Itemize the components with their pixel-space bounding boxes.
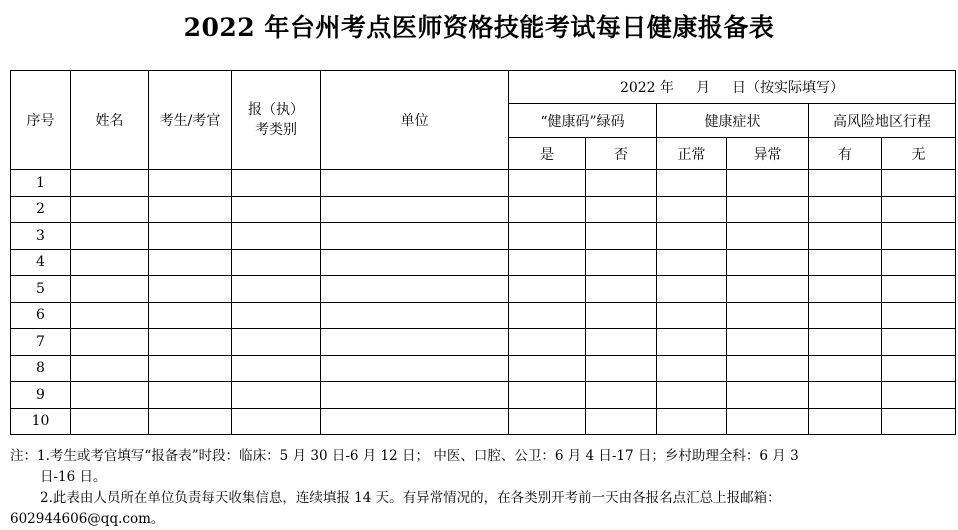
row-seq: 4	[11, 249, 71, 276]
row-seq: 9	[11, 382, 71, 409]
risk-none-cell[interactable]	[882, 249, 956, 276]
unit-cell[interactable]	[321, 249, 509, 276]
row-seq: 5	[11, 276, 71, 303]
table-row	[11, 329, 956, 356]
header-name: 姓名	[71, 71, 149, 170]
table-row	[11, 276, 956, 303]
role-cell[interactable]	[149, 223, 232, 250]
symptom-abnormal-cell[interactable]	[727, 249, 809, 276]
code-no-cell[interactable]	[586, 196, 657, 223]
code-no-cell[interactable]	[586, 329, 657, 356]
row-seq: 10	[11, 408, 71, 435]
risk-none-cell[interactable]	[882, 329, 956, 356]
code-no-cell[interactable]	[586, 302, 657, 329]
header-normal: 正常	[657, 138, 727, 170]
role-cell[interactable]	[149, 249, 232, 276]
header-abnormal: 异常	[727, 138, 809, 170]
name-cell[interactable]	[71, 329, 149, 356]
risk-have-cell[interactable]	[809, 170, 882, 197]
code-no-cell[interactable]	[586, 223, 657, 250]
note-line-1: 注：1.考生或考官填写“报备表”时段：临床：5 月 30 日-6 月 12 日； 中医、口腔、公卫：6 月 4 日-17 日；乡村助理全科：6 月 3	[10, 448, 799, 464]
header-category-line1: 报（执）	[248, 102, 304, 118]
name-cell[interactable]	[71, 196, 149, 223]
role-cell[interactable]	[149, 355, 232, 382]
table-row	[11, 355, 956, 382]
category-cell[interactable]	[232, 170, 321, 197]
code-no-cell[interactable]	[586, 355, 657, 382]
code-yes-cell[interactable]	[509, 276, 586, 303]
row-seq: 7	[11, 329, 71, 356]
role-cell[interactable]	[149, 408, 232, 435]
category-cell[interactable]	[232, 223, 321, 250]
risk-have-cell[interactable]	[809, 196, 882, 223]
data-rows	[11, 170, 956, 435]
risk-none-cell[interactable]	[882, 170, 956, 197]
code-no-cell[interactable]	[586, 276, 657, 303]
table-row	[11, 249, 956, 276]
code-no-cell[interactable]	[586, 382, 657, 409]
risk-have-cell[interactable]	[809, 382, 882, 409]
symptom-normal-cell[interactable]	[657, 223, 727, 250]
note-line-1-cont: 日-16 日。	[40, 469, 107, 485]
symptom-abnormal-cell[interactable]	[727, 223, 809, 250]
note-line-2-cont: 602944606@qq.com。	[10, 511, 165, 527]
symptom-abnormal-cell[interactable]	[727, 276, 809, 303]
header-no: 否	[586, 138, 657, 170]
table-row	[11, 196, 956, 223]
name-cell[interactable]	[71, 382, 149, 409]
role-cell[interactable]	[149, 382, 232, 409]
risk-none-cell[interactable]	[882, 355, 956, 382]
symptom-normal-cell[interactable]	[657, 276, 727, 303]
category-cell[interactable]	[232, 196, 321, 223]
risk-have-cell[interactable]	[809, 223, 882, 250]
risk-none-cell[interactable]	[882, 223, 956, 250]
category-cell[interactable]	[232, 276, 321, 303]
symptom-normal-cell[interactable]	[657, 196, 727, 223]
risk-have-cell[interactable]	[809, 355, 882, 382]
code-yes-cell[interactable]	[509, 249, 586, 276]
note-line-2: 2.此表由人员所在单位负责每天收集信息，连续填报 14 天。有异常情况的，在各类别开考前一天由各报名点汇总上报邮箱：	[40, 490, 781, 506]
date-day-label: 日（按实际填写）	[732, 80, 845, 96]
header-unit: 单位	[321, 71, 509, 170]
category-cell[interactable]	[232, 249, 321, 276]
risk-none-cell[interactable]	[882, 382, 956, 409]
name-cell[interactable]	[71, 170, 149, 197]
header-health-symptom: 健康症状	[657, 104, 809, 138]
category-cell[interactable]	[232, 329, 321, 356]
code-no-cell[interactable]	[586, 170, 657, 197]
code-yes-cell[interactable]	[509, 382, 586, 409]
notes	[10, 446, 950, 530]
header-have: 有	[809, 138, 882, 170]
code-yes-cell[interactable]	[509, 408, 586, 435]
symptom-normal-cell[interactable]	[657, 329, 727, 356]
table-row	[11, 170, 956, 197]
unit-cell[interactable]	[321, 408, 509, 435]
row-seq: 3	[11, 223, 71, 250]
header-category-line2: 考类别	[255, 122, 297, 138]
row-seq: 2	[11, 196, 71, 223]
symptom-abnormal-cell[interactable]	[727, 408, 809, 435]
table-row	[11, 382, 956, 409]
symptom-abnormal-cell[interactable]	[727, 302, 809, 329]
unit-cell[interactable]	[321, 196, 509, 223]
name-cell[interactable]	[71, 355, 149, 382]
header-role: 考生/考官	[149, 71, 232, 170]
header-date	[509, 71, 956, 104]
header-seq: 序号	[11, 71, 71, 170]
code-yes-cell[interactable]	[509, 170, 586, 197]
risk-none-cell[interactable]	[882, 302, 956, 329]
name-cell[interactable]	[71, 408, 149, 435]
symptom-normal-cell[interactable]	[657, 355, 727, 382]
role-cell[interactable]	[149, 302, 232, 329]
risk-have-cell[interactable]	[809, 329, 882, 356]
row-seq: 8	[11, 355, 71, 382]
code-yes-cell[interactable]	[509, 329, 586, 356]
symptom-normal-cell[interactable]	[657, 249, 727, 276]
date-month-label: 月	[696, 80, 711, 96]
unit-cell[interactable]	[321, 276, 509, 303]
unit-cell[interactable]	[321, 302, 509, 329]
header-row-1	[11, 71, 956, 104]
risk-none-cell[interactable]	[882, 276, 956, 303]
role-cell[interactable]	[149, 170, 232, 197]
code-no-cell[interactable]	[586, 249, 657, 276]
role-cell[interactable]	[149, 276, 232, 303]
code-yes-cell[interactable]	[509, 302, 586, 329]
category-cell[interactable]	[232, 302, 321, 329]
row-seq: 1	[11, 170, 71, 197]
risk-have-cell[interactable]	[809, 276, 882, 303]
table-row	[11, 302, 956, 329]
header-health-code: “健康码”绿码	[509, 104, 657, 138]
symptom-abnormal-cell[interactable]	[727, 170, 809, 197]
risk-have-cell[interactable]	[809, 302, 882, 329]
symptom-normal-cell[interactable]	[657, 170, 727, 197]
header-yes: 是	[509, 138, 586, 170]
risk-have-cell[interactable]	[809, 408, 882, 435]
role-cell[interactable]	[149, 196, 232, 223]
unit-cell[interactable]	[321, 170, 509, 197]
name-cell[interactable]	[71, 249, 149, 276]
risk-none-cell[interactable]	[882, 196, 956, 223]
name-cell[interactable]	[71, 223, 149, 250]
category-cell[interactable]	[232, 355, 321, 382]
table-row	[11, 223, 956, 250]
symptom-abnormal-cell[interactable]	[727, 329, 809, 356]
category-cell[interactable]	[232, 382, 321, 409]
role-cell[interactable]	[149, 329, 232, 356]
header-risk-area: 高风险地区行程	[809, 104, 956, 138]
code-yes-cell[interactable]	[509, 355, 586, 382]
unit-cell[interactable]	[321, 382, 509, 409]
symptom-abnormal-cell[interactable]	[727, 355, 809, 382]
unit-cell[interactable]	[321, 223, 509, 250]
category-cell[interactable]	[232, 408, 321, 435]
code-yes-cell[interactable]	[509, 223, 586, 250]
row-seq: 6	[11, 302, 71, 329]
page-title: 2022 年台州考点医师资格技能考试每日健康报备表	[183, 13, 775, 42]
header-none: 无	[882, 138, 956, 170]
symptom-abnormal-cell[interactable]	[727, 382, 809, 409]
unit-cell[interactable]	[321, 355, 509, 382]
code-no-cell[interactable]	[586, 408, 657, 435]
name-cell[interactable]	[71, 276, 149, 303]
code-yes-cell[interactable]	[509, 196, 586, 223]
date-year-label: 2022 年	[619, 80, 675, 96]
symptom-normal-cell[interactable]	[657, 302, 727, 329]
unit-cell[interactable]	[321, 329, 509, 356]
health-report-table	[10, 70, 956, 435]
symptom-normal-cell[interactable]	[657, 408, 727, 435]
symptom-abnormal-cell[interactable]	[727, 196, 809, 223]
header-category	[232, 71, 321, 170]
symptom-normal-cell[interactable]	[657, 382, 727, 409]
risk-have-cell[interactable]	[809, 249, 882, 276]
name-cell[interactable]	[71, 302, 149, 329]
risk-none-cell[interactable]	[882, 408, 956, 435]
table-row	[11, 408, 956, 435]
